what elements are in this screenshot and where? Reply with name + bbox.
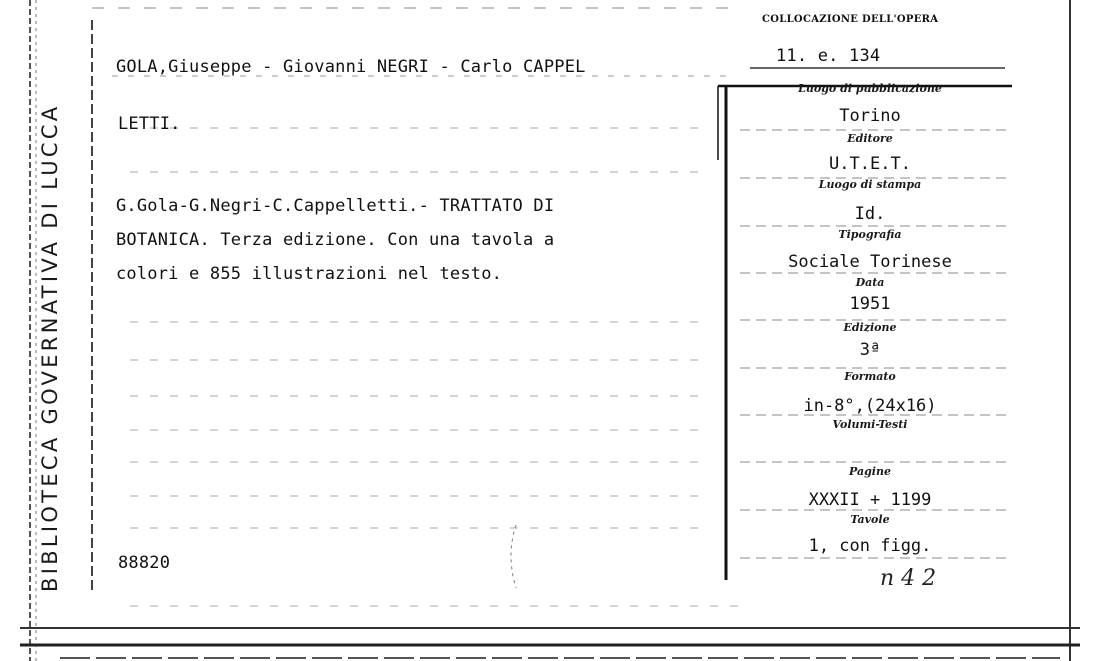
label-data: Data xyxy=(855,276,885,289)
value-data: 1951 xyxy=(849,294,891,314)
shelfmark: 11. e. 134 xyxy=(776,46,881,66)
label-edizione: Edizione xyxy=(843,321,897,334)
inventory-number: 88820 xyxy=(118,553,171,573)
collocation-header: COLLOCAZIONE DELL'OPERA xyxy=(762,14,939,25)
description-line-2: BOTANICA. Terza edizione. Con una tavola a xyxy=(116,230,555,250)
label-luogo-pubblicazione: Luogo di pubblicazione xyxy=(798,82,942,95)
heading-line-2: LETTI. xyxy=(118,114,181,134)
label-luogo-stampa: Luogo di stampa xyxy=(818,178,922,191)
value-tipografia: Sociale Torinese xyxy=(788,252,952,272)
label-formato: Formato xyxy=(844,370,896,383)
label-editore: Editore xyxy=(847,132,893,145)
value-luogo-pubblicazione: Torino xyxy=(839,106,901,126)
description-line-3: colori e 855 illustrazioni nel testo. xyxy=(116,264,503,284)
value-edizione: 3ª xyxy=(859,340,881,360)
description-line-1: G.Gola-G.Negri-C.Cappelletti.- TRATTATO DI xyxy=(116,196,555,216)
value-tavole: 1, con figg. xyxy=(808,536,932,556)
value-pagine: XXXII + 1199 xyxy=(808,490,932,510)
label-volumi-testi: Volumi-Testi xyxy=(832,418,908,431)
value-luogo-stampa: Id. xyxy=(854,204,886,224)
label-pagine: Pagine xyxy=(849,465,891,478)
label-tavole: Tavole xyxy=(850,513,890,526)
heading-line-1: GOLA,Giuseppe - Giovanni NEGRI - Carlo CAPPEL xyxy=(116,57,586,77)
library-name: BIBLIOTECA GOVERNATIVA DI LUCCA xyxy=(38,103,62,592)
handwritten-note: n 4 2 xyxy=(880,566,937,591)
value-formato: in-8°,(24x16) xyxy=(803,396,937,416)
label-tipografia: Tipografia xyxy=(838,228,902,241)
value-editore: U.T.E.T. xyxy=(829,154,911,174)
